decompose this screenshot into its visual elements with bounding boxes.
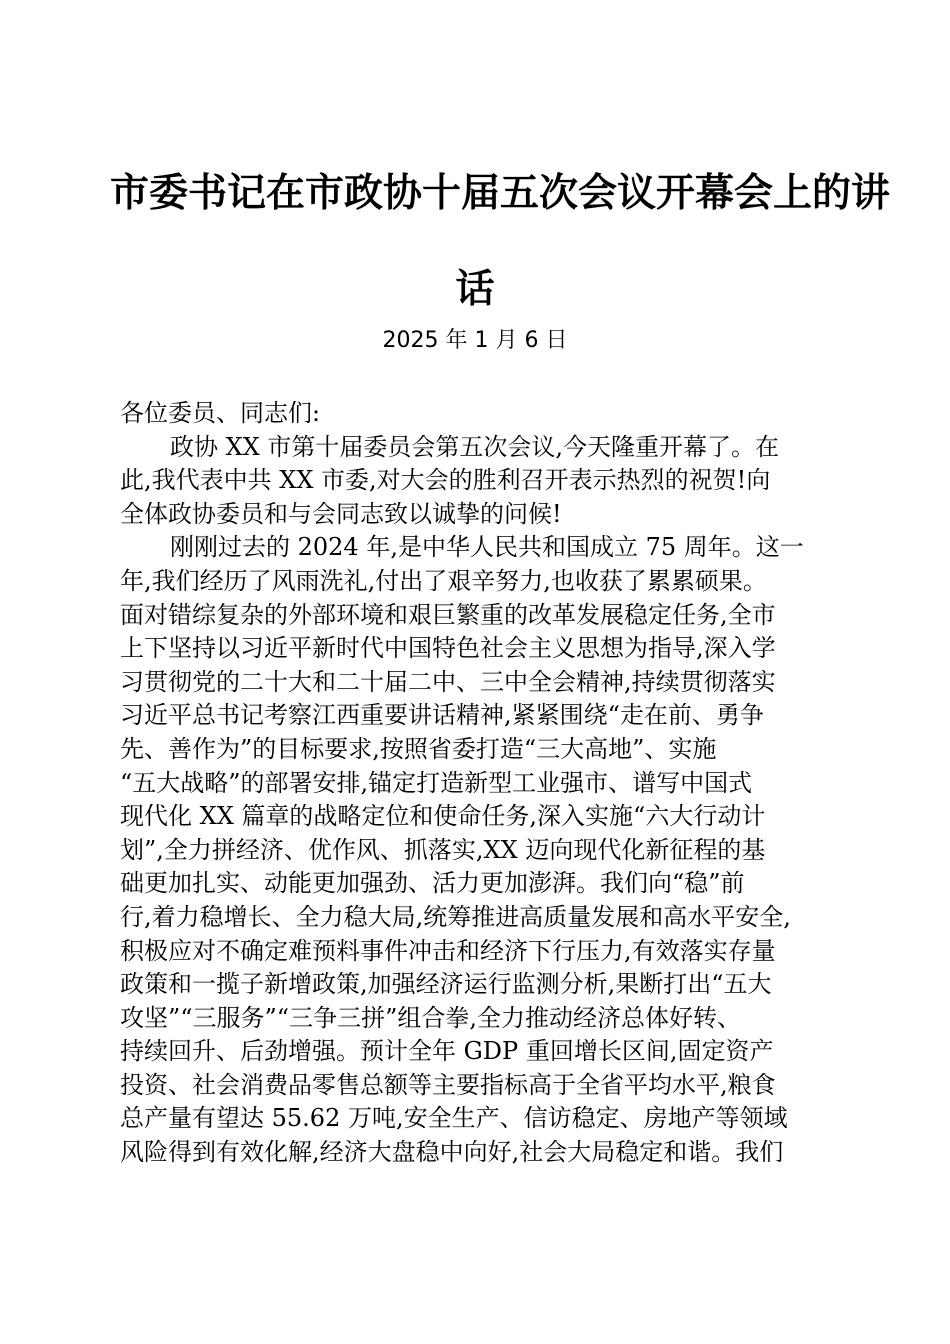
document-body — [120, 397, 828, 1170]
paragraph-line: 础更加扎实、动能更加强劲、活力更加澎湃。我们向“稳”前 — [120, 869, 745, 898]
paragraph-line: 面对错综复杂的外部环境和艰巨繁重的改革发展稳定任务,全市 — [120, 600, 776, 629]
paragraph-line: “五大战略”的部署安排,锚定打造新型工业强市、谱写中国式 — [120, 768, 753, 797]
paragraph-line: 总产量有望达 55.62 万吨,安全生产、信访稳定、房地产等领域 — [120, 1104, 788, 1133]
paragraph-line: 攻坚”“三服务”“三争三拼”组合拳,全力推动经济总体好转、 — [120, 1003, 741, 1032]
document-title-line-2: 话 — [455, 266, 495, 312]
paragraph-1 — [120, 431, 828, 532]
paragraph-line: 行,着力稳增长、全力稳大局,统筹推进高质量发展和高水平安全, — [120, 902, 791, 931]
paragraph-line: 刚刚过去的 2024 年,是中华人民共和国成立 75 周年。这一 — [170, 533, 804, 562]
paragraph-line: 投资、社会消费品零售总额等主要指标高于全省平均水平,粮食 — [120, 1070, 776, 1099]
paragraph-line: 习近平总书记考察江西重要讲话精神,紧紧围绕“走在前、勇争 — [120, 701, 764, 730]
paragraph-line: 划”,全力拼经济、优作风、抓落实,XX 迈向现代化新征程的基 — [120, 835, 766, 864]
document-date: 2025 年 1 月 6 日 — [382, 328, 568, 353]
paragraph-line: 习贯彻党的二十大和二十届二中、三中全会精神,持续贯彻落实 — [120, 667, 776, 696]
paragraph-line: 风险得到有效化解,经济大盘稳中向好,社会大局稳定和谐。我们 — [120, 1138, 784, 1167]
greeting: 各位委员、同志们: — [120, 399, 321, 427]
paragraph-line: 政协 XX 市第十届委员会第五次会议,今天隆重开幕了。在 — [170, 432, 780, 461]
paragraph-line: 全体政协委员和与会同志致以诚挚的问候! — [120, 499, 562, 528]
paragraph-line: 持续回升、后劲增强。预计全年 GDP 重回增长区间,固定资产 — [120, 1037, 774, 1066]
paragraph-line: 此,我代表中共 XX 市委,对大会的胜利召开表示热烈的祝贺!向 — [120, 466, 771, 495]
paragraph-line: 上下坚持以习近平新时代中国特色社会主义思想为指导,深入学 — [120, 634, 776, 663]
paragraph-line: 积极应对不确定难预料事件冲击和经济下行压力,有效落实存量 — [120, 936, 776, 965]
paragraph-2 — [120, 531, 828, 1169]
document-title-line-1: 市委书记在市政协十届五次会议开幕会上的讲 — [110, 170, 891, 216]
paragraph-line: 年,我们经历了风雨洗礼,付出了艰辛努力,也收获了累累硕果。 — [120, 566, 767, 595]
paragraph-line: 现代化 XX 篇章的战略定位和使命任务,深入实施“六大行动计 — [120, 802, 766, 831]
paragraph-line: 政策和一揽子新增政策,加强经济运行监测分析,果断打出“五大 — [120, 970, 772, 999]
paragraph-line: 先、善作为”的目标要求,按照省委打造“三大高地”、实施 — [120, 734, 717, 763]
